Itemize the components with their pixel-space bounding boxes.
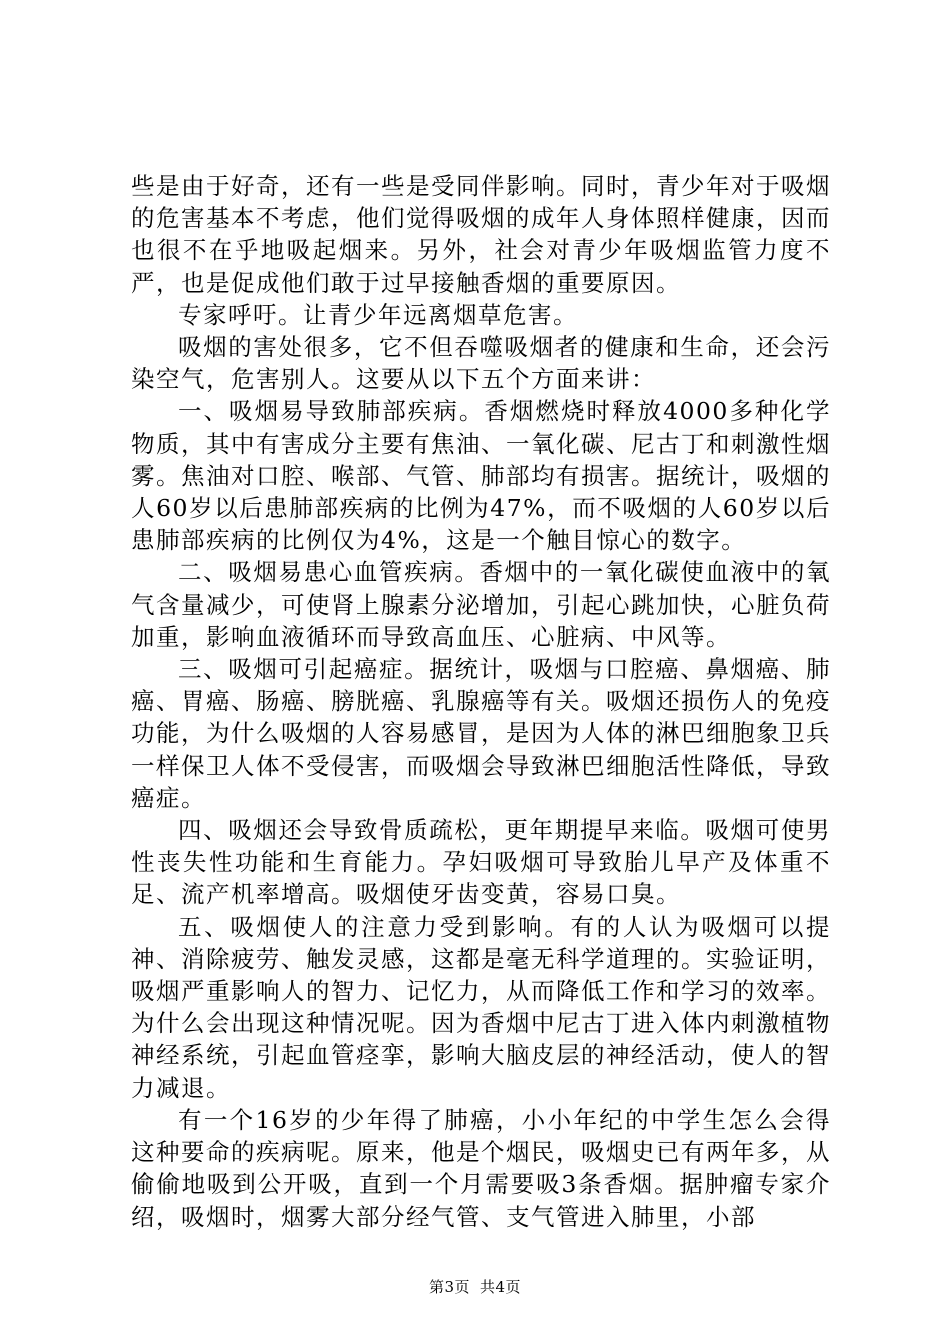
paragraph: 些是由于好奇，还有一些是受同伴影响。同时，青少年对于吸烟的危害基本不考虑，他们觉得吸烟的成年人身体照样健康，因而也很不在乎地吸起烟来。另外，社会对青少年吸烟监管力度不严，也是促成他们敢于过早接触香烟的重要原因。: [131, 172, 831, 297]
paragraph: 二、吸烟易患心血管疾病。香烟中的一氧化碳使血液中的氧气含量减少，可使肾上腺素分泌增加，引起心跳加快，心脏负荷加重，影响血液循环而导致高血压、心脏病、中风等。: [131, 558, 831, 651]
paragraph: 四、吸烟还会导致骨质疏松，更年期提早来临。吸烟可使男性丧失性功能和生育能力。孕妇吸烟可导致胎儿早产及体重不足、流产机率增高。吸烟使牙齿变黄，容易口臭。: [131, 816, 831, 909]
paragraph: 吸烟的害处很多，它不但吞噬吸烟者的健康和生命，还会污染空气，危害别人。这要从以下五个方面来讲：: [131, 333, 831, 394]
page-total: 共4页: [480, 1278, 522, 1296]
paragraph: 三、吸烟可引起癌症。据统计，吸烟与口腔癌、鼻烟癌、肺癌、胃癌、肠癌、膀胱癌、乳腺癌等有关。吸烟还损伤人的免疫功能，为什么吸烟的人容易感冒，是因为人体的淋巴细胞象卫兵一样保卫人体不受侵害，而吸烟会导致淋巴细胞活性降低，导致癌症。: [131, 655, 831, 812]
page-footer: [0, 1276, 950, 1297]
paragraph: 专家呼吁。让青少年远离烟草危害。: [178, 300, 578, 329]
paragraph: 五、吸烟使人的注意力受到影响。有的人认为吸烟可以提神、消除疲劳、触发灵感，这都是毫无科学道理的。实验证明，吸烟严重影响人的智力、记忆力，从而降低工作和学习的效率。为什么会出现这种情况呢。因为香烟中尼古丁进入体内刺激植物神经系统，引起血管痉挛，影响大脑皮层的神经活动，使人的智力减退。: [131, 912, 831, 1102]
document-body: [131, 170, 831, 1233]
paragraph: 一、吸烟易导致肺部疾病。香烟燃烧时释放4000多种化学物质，其中有害成分主要有焦油、一氧化碳、尼古丁和刺激性烟雾。焦油对口腔、喉部、气管、肺部均有损害。据统计，吸烟的人60岁以后患肺部疾病的比例为47%，而不吸烟的人60岁以后患肺部疾病的比例仅为4%，这是一个触目惊心的数字。: [131, 397, 831, 555]
paragraph: 有一个16岁的少年得了肺癌，小小年纪的中学生怎么会得这种要命的疾病呢。原来，他是个烟民，吸烟史已有两年多，从偷偷地吸到公开吸，直到一个月需要吸3条香烟。据肿瘤专家介绍，吸烟时，烟雾大部分经气管、支气管进入肺里，小部: [131, 1105, 831, 1231]
page-number: 第3页: [428, 1278, 470, 1296]
